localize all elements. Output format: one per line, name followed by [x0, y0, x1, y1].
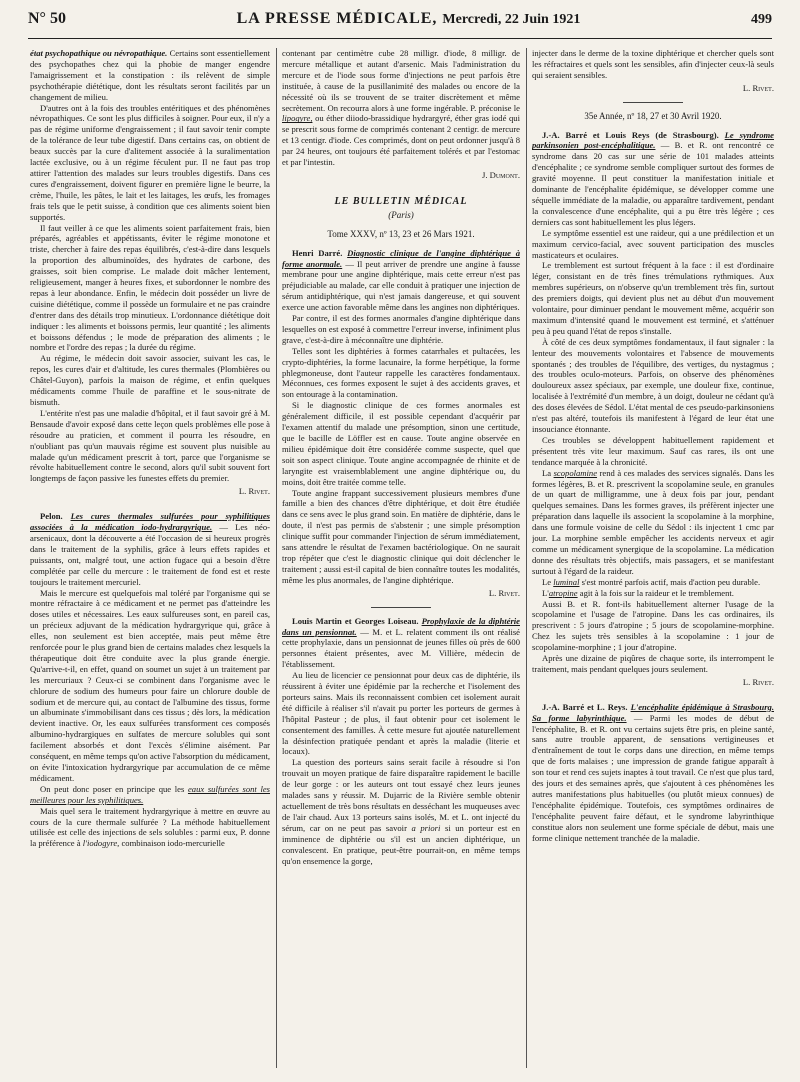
paragraph — [30, 48, 270, 103]
text: — Parmi les modes de début de l'encéphalite, B. et R. ont vu certains sujets être pris, en pleine santé, sans autre trouble apparent, de sensations vertigineuses et d'entraînement de tout le corps dans une direction, en même temps que de forts malaises ; une impression de grande fatigue apparaît à son tour et rend ces sujets inaptes à tout travail. Ce n'est que plus tard, des jours et des semaines après, que s'ajoutent à ces phénomènes les autres manifestations plus habituelles (ou plutôt mieux connues) de l'encéphalite épidémique. Toutefois, ces symptômes ordinaires de l'encéphalite peuvent faire défaut, et le syndrome labyrinthique constitue alors non seulement une forme spéciale de début, mais une forme clinique nettement tranchée de la maladie. — [532, 712, 774, 843]
signature: J. Dumont. — [482, 169, 520, 180]
paragraph: Il faut veiller à ce que les aliments soient parfaitement frais, bien préparés, agréables et appétissants, éviter le régime monotone et triste, chercher à faire des repas équilibrés, c'est-à-dire dans lesquels la proportion des albuminoïdes, des hydrates de carbone, des graisses, soit bien comprise. Le malade doit mâcher lentement, religieusement, manger à heures fixes, et subordonner le nombre des repas à leur abondance. Enfin, le médecin doit posséder un livre de cuisine diététique, comme il possède un formulaire et ne pas craindre d'entrer dans des détails trop minutieux. L'ordonnance diététique doit indiquer : les aliments et boissons permis, leur quantité ; les aliments et boissons défendus ; le mode de préparation des aliments ; le nombre et l'ordre des repas ; la durée du régime. — [30, 222, 270, 353]
text: Certains sont essentiellement des psychopathes chez qui la phobie de manger engendre l'amaigrissement et la constipation : ils relèvent de simple psychothérapie diététique, dont les résultats seront facilités par un changement de milieu. — [30, 48, 270, 102]
text: La — [542, 467, 554, 478]
signature: L. Rivet. — [742, 82, 774, 93]
text: — Il peut arriver de prendre une angine à fausse membrane pour une angine diphtérique, mais cette erreur n'est pas préjudiciable au malade, car elle conduit à pratiquer une injection de sérum antidiphtérique, qui n'est jamais dangereuse, et qui souvent exerce une action favorable même dans les angines non diphtériques. — [282, 258, 520, 313]
issue-reference: Tome XXXV, nº 13, 23 et 26 Mars 1921. — [327, 228, 475, 239]
text: — B. et R. ont rencontré ce syndrome dans 20 cas sur une série de 101 malades atteints d'encéphalite ; ce syndrome semble compliquer surtout des formes de gravité moyenne. Il peut constituer la manifestation initiale et dominante de l'encéphalite épidémique, se développer comme une séquelle immédiate de la maladie, ou apparaître tardivement, pendant la convalescence d'une encéphalite, qui a pu être très légère ; ces derniers cas sont habituellement les plus légers. — [532, 140, 774, 227]
emphasis: l'iodogyre, — [82, 838, 120, 849]
spacer — [30, 501, 270, 511]
spacer — [532, 692, 774, 702]
paragraph: Le symptôme essentiel est une raideur, qui a une prédilection et un maximum cervico-facial, avec souvent participation des muscles masticateurs et oculaires. — [532, 227, 774, 260]
paragraph: injecter dans le derme de la toxine diphtérique et chercher quels sont les réfractaires et quels sont les sensibles, afin d'injecter ceux-là seuls qui seraient sensibles. — [532, 48, 774, 80]
divider — [623, 102, 683, 103]
paragraph: Par contre, il est des formes anormales d'angine diphtérique dans lesquelles on est exposé à commettre l'erreur inverse, infiniment plus grave, c'est-à-dire à méconnaître une diphtérie. — [282, 313, 520, 345]
paragraph: Si le diagnostic clinique de ces formes anormales est généralement difficile, il est possible cependant d'acquérir par l'examen attentif du malade une présomption, sinon une certitude, que le bacille de Löffler est en cause. Toute angine observée en milieu épidémique doit être considérée comme suspecte, quel que soit son aspect clinique. Toute angine accompagnée de rhinite et de laryngite est vraisemblablement une angine diphtérique ou, du moins, doit être traitée comme telle. — [282, 400, 520, 487]
paragraph: Toute angine frappant successivement plusieurs membres d'une famille a bien des chances d'être diphtérique, et doit être étudiée dans ce sens avec le plus grand soin. En matière de diphtérie, dans le doute, il n'est pas permis de s'abstenir ; une simple présomption clinique suffit pour commander l'injection de sérum immédiatement, sans attendre le résultat de l'examen bactériologique. On ne saurait trop répéter que c'est le diagnostic clinique qui doit déclencher le traitement ; aussi est-il capital de bien connaître toutes les modalités, même les plus anormales, de l'angine diphtérique. — [282, 487, 520, 585]
article-heading — [282, 248, 520, 313]
article-heading — [282, 616, 520, 671]
paragraph — [532, 577, 774, 588]
column-rule-right — [526, 48, 527, 1068]
paragraph — [532, 588, 774, 599]
column-middle — [282, 48, 520, 1074]
text: contenant par centimètre cube 28 milligr. d'iode, 8 milligr. de mercure métallique et autant d'arsenic. Mais l'administration du mercure et de l'iode sous forme d'injections ne peut parfois être instituée, à cause de la pusillanimité des malades ou encore de la nécessité où ils se trouvent de se traiter discrètement et même secrètement. On recourra alors à une forme ingérable. P. préconise le — [282, 48, 520, 113]
paragraph: Au régime, le médecin doit savoir associer, suivant les cas, le repos, les cures d'air et d'altitude, les cures thermales (Plombières ou Châtel-Guyon), parfois la maison de régime, et enfin quelques médicaments comme l'huile de paraffine et le sous-nitrate de bismuth. — [30, 353, 270, 407]
text: On peut donc poser en principe que les — [40, 783, 188, 794]
paragraph — [532, 468, 774, 577]
paragraph: Aussi B. et R. font-ils habituellement alterner l'usage de la scopolamine et l'usage de l'atropine. Dans les cas ordinaires, ils prescrivent : 5 jours d'atropine ; 5 jours de scopolamine-morphine. Chez les sujets très sensibles à la scopolamine : 1 jour de scopolamine-morphine ; 1 jour d'atropine. — [532, 598, 774, 653]
paragraph: À côté de ces deux symptômes fondamentaux, il faut signaler : la lenteur des mouvements volontaires et l'absence de mouvements spontanés ; des troubles de l'équilibre, des vertiges, du nystagmus ; des troubles oculo-moteurs. Parfois, on observe des phénomènes douloureux assez spéciaux, par exemple, une douleur fixe, continue, localisée à l'extrémité d'un membre, à un doigt, douleur ne cédant qu'à des doses élevées de Sédol. L'état mental de ces pseudo-parkinsoniens n'est pas altéré, toutefois ils manifestent à l'égard de leur état une insouciance étonnante. — [532, 336, 774, 434]
section-subtitle: (Paris) — [388, 209, 414, 220]
divider — [371, 607, 431, 608]
emphasis: état psychopathique ou névropathique. — [30, 48, 168, 58]
paragraph: Telles sont les diphtéries à formes catarrhales et pultacées, les crypto-diphtéries, la forme lacunaire, la forme herpétique, la forme phlegmoneuse, dont l'auteur rappelle les caractères fondamentaux. Méconnues, ces formes exposent le sujet à des accidents graves, et son entourage à la contamination. — [282, 345, 520, 400]
signature: L. Rivet. — [488, 587, 520, 598]
text: si un porteur est en imminence de diphtérie ou s'il est un ancien diphtérique, un convalescent. En pratique, peut-être pourrait-on, en même temps qu'on ensemence la gorge, — [282, 822, 520, 866]
paragraph: Au lieu de licencier ce pensionnat pour deux cas de diphtérie, ils réussirent à éviter une épidémie par la recherche et l'isolement des porteurs sains. Mais ils reconnaissent combien cet isolement aurait été difficile à réaliser s'il n'avait pu porter les porteurs de germes à l'hôpital Pasteur ; de plus, il faut obtenir pour cet isolement le consentement des familles. À cette mesure fut ajoutée naturellement la désinfection pratiquée pendant et après la maladie (literie et locaux). — [282, 670, 520, 757]
paragraph: Mais le mercure est quelquefois mal toléré par l'organisme qui se montre réfractaire à ce médicament et ne permet pas d'atteindre les doses utiles et nécessaires. Les eaux sulfureuses sont, en pareil cas, un précieux adjuvant de la médication hydrargyrique qui, grâce à elles, non seulement est bien acceptée, mais peut même être renforcée pour le plus grand bien de certains malades chez lesquels la thérapeutique doit être conduite avec la plus grande énergie. Qu'arrive-t-il, en effet, quand on soumet un sujet à un traitement par les mercuriaux ? Ceux-ci se combinent dans l'organisme avec le chlorure de sodium des humeurs pour faire un chlorure double de sodium et de mercure qui, au contact de l'albumine des tissus, forme un albuminate s'immobilisant dans ces tissus ; dès lors, la médication devient inactive. Or, les eaux sulfurées transforment ces composés albumino-hydrargiques en sulfates de mercure solubles qui sont facilement absorbés et dont l'excès s'élimine aisément. Par conséquent, en même temps qu'on active l'absorption du médicament, on évite l'intoxication hydrargyrique par accumulation de ce même médicament. — [30, 587, 270, 783]
text: Mais quel sera le traitement hydrargyrique à mettre en œuvre au cours de la cure thermale sulfurée ? La méthode habituellement utilisée est celle des injections de sels solubles : parmi eux, P. donne la préférence à — [30, 805, 270, 849]
article-author: Henri Darré. — [292, 247, 343, 258]
article-title: Le syndrome parkinsonien post-encéphalitique. — [532, 129, 774, 151]
article-title: L'encéphalite épidémique à Strasbourg. Sa forme labyrinthique. — [532, 701, 774, 723]
issue-number: N° 50 — [28, 10, 66, 27]
text: rend à ces malades des services signalés. Dans les formes légères, B. et R. prescrivent la scopolamine seule, en granules de un quart de milligramme, une à deux fois par jour, pendant quelques semaines. Dans les formes graves, ils préfèrent injecter une préparation dans laquelle ils associent la scopolamine à la morphine, dans une formule voisine de celle du Sédol : ils injectent 1 cmc par jour. La morphine semble empêcher les accidents nerveux et agir comme un médicament synergique de la scopolamine. La médication donne des résultats très objectifs, mais passagers, et se manifestant surtout à l'égard de la raideur. — [532, 467, 774, 576]
article-title: Les cures thermales sulfurées pour syphilitiques associées à la médication iodo-hydrargyrique. — [30, 511, 270, 533]
section-title: LE BULLETIN MÉDICAL — [334, 195, 468, 207]
paragraph — [282, 48, 520, 168]
text: combinaison iodo-mercurielle — [119, 838, 225, 849]
page-header — [28, 10, 772, 39]
paragraph: Le tremblement est surtout fréquent à la face : il est d'ordinaire léger, consistant en de très fines trémulations rythmiques. Aux membres supérieurs, on n'observe qu'un tremblement très fin, surtout des premiers doigts, qui devient plus net au début d'un mouvement volontaire, pour diminuer pendant le mouvement même, acquérir son maximum d'intensité quand le mouvement est terminé, et s'atténuer peu à peu quand l'état de repos s'installe. — [532, 260, 774, 336]
text: ou éther diiodo-brassidique hydrargyré, éther gras iodé qui se prescrit sous forme de comprimés contenant 2 centigr. de mercure et 13 centigr. d'iode. Ces comprimés, dont on peut ordonner jusqu'à 8 par 24 heures, ont toujours été parfaitement tolérés et par l'estomac et par l'intestin. — [282, 113, 520, 168]
column-left — [30, 48, 270, 1074]
issue-date: Mercredi, 22 Juin 1921 — [442, 12, 581, 27]
emphasis: lipogyre, — [282, 113, 313, 124]
article-title: Prophylaxie de la diphtérie dans un pensionnat. — [282, 615, 520, 637]
paragraph — [30, 784, 270, 806]
emphasis: a priori — [411, 822, 441, 833]
emphasis: eaux sulfurées sont les meilleures pour les syphilitiques. — [30, 783, 270, 805]
issue-reference: 35e Année, nº 18, 27 et 30 Avril 1920. — [584, 110, 722, 121]
article-heading — [532, 702, 774, 844]
journal-name: LA PRESSE MÉDICALE, — [236, 10, 438, 27]
article-author: J.-A. Barré et L. Reys. — [542, 701, 628, 712]
column-rule-left — [276, 48, 277, 1068]
article-author: Louis Martin et Georges Loiseau. — [292, 615, 419, 626]
text: Le — [542, 576, 554, 587]
journal-title — [237, 10, 581, 28]
paragraph — [30, 806, 270, 850]
paragraph: Ces troubles se développent habituellement rapidement et présentent très vite leur maximum. Sauf cas rares, ils ont une tendance marquée à la chronicité. — [532, 434, 774, 467]
article-author: Pelon. — [40, 511, 63, 522]
text: — Les néo-arsenicaux, dont la découverte a été l'occasion de si heureux progrès dans le traitement de la syphilis, grâce à leurs effets rapides et puissants, ont, malgré tout, une action fugace qui a besoin d'être complétée par celle du mercure : le traitement de fond est et reste toujours le traitement mercuriel. — [30, 522, 270, 587]
signature: L. Rivet. — [238, 486, 270, 497]
paragraph: L'entérite n'est pas une maladie d'hôpital, et il faut savoir gré à M. Bensaude d'avoir exposé dans cette leçon quels problèmes elle pose à résoudre au praticien, et comment il pourra les résoudre, en n'oubliant pas qu'un mauvais régime est souvent plus nuisible au malade qu'un médicament prescrit à tort, parce que l'organisme se révolte habituellement contre le second, alors qu'il subit souvent fort longtemps de façon passive les funestes effets du premier. — [30, 407, 270, 484]
signature: L. Rivet. — [742, 676, 774, 687]
emphasis: atropine — [548, 587, 578, 598]
article-author: J.-A. Barré et Louis Reys (de Strasbourg). — [542, 129, 719, 140]
column-right — [532, 48, 774, 1074]
emphasis: scopolamine — [553, 467, 598, 478]
paragraph: D'autres ont à la fois des troubles entéritiques et des phénomènes névropathiques. Ce sont les plus difficiles à soigner. Pour eux, il n'y a pas de régime uniforme d'engraissement ; il faut savoir tenir compte de la tolérance de leur tube digestif. Dans certains cas, on obtient de beaux succès par la cure d'alitement associée à la suralimentation lactée exclusive, ou à un régime féculent pur. Il ne faut pas trop attirer l'attention des malades sur leurs troubles digestifs. Dans ces cures d'engraissement, doivent figurer en première ligne le beurre, la crème, l'huile, les pâtes, le lait et les laitages, les œufs, les fromages frais tels que le petit suisse, à condition que ces aliments soient bien supportés. — [30, 102, 270, 222]
emphasis: luminal — [553, 576, 580, 587]
article-title: Diagnostic clinique de l'angine diphtérique à forme anormale. — [282, 247, 520, 269]
text: La question des porteurs sains serait facile à résoudre si l'on trouvait un moyen pratique de faire disparaître rapidement le bacille de leur gorge : or les auteurs ont tout essayé chez leurs jeunes malades sans y réussir. M. Dujarric de la Rivière semble obtenir actuellement de très bons résultats en desséchant les muqueuses avec de l'air chaud. Aux 13 porteurs sains isolés, M. et L. ont injecté du sérum, car on ne peut pas savoir — [282, 757, 520, 833]
text: agit à la fois sur la raideur et le tremblement. — [577, 587, 734, 598]
paragraph: Après une dizaine de piqûres de chaque sorte, ils interrompent le traitement, mais pendant quelques jours seulement. — [532, 653, 774, 674]
paragraph — [282, 757, 520, 866]
text: L' — [542, 587, 549, 598]
text: — M. et L. relatent comment ils ont réalisé cette prophylaxie, dans un pensionnat de jeunes filles où près de 600 personnes étaient présentes, avec M. Villière, médecin de l'établissement. — [282, 626, 520, 670]
article-heading — [532, 130, 774, 228]
text: s'est montré parfois actif, mais d'action peu durable. — [579, 576, 761, 587]
article-heading — [30, 511, 270, 587]
page-number: 499 — [750, 12, 772, 27]
